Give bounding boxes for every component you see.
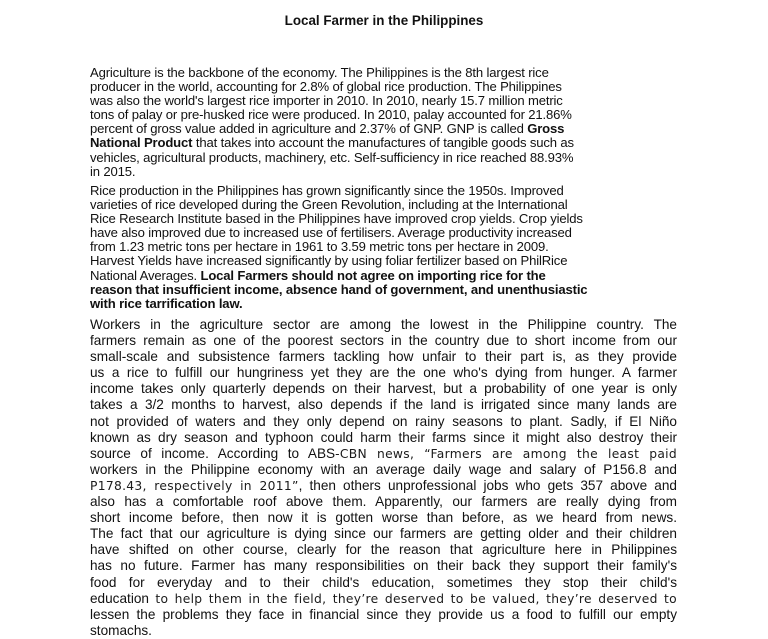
document-title: Local Farmer in the Philippines: [284, 13, 484, 28]
news-quote-end: P178.43, respectively in 2011”: [90, 478, 299, 493]
text-segment: source of income. According to ABS: [90, 445, 336, 461]
text-line: small-scale and subsistence farmers tackling how unfair to their part is, as they provide: [90, 349, 677, 365]
text-line: in 2015.: [90, 163, 136, 179]
text-line: [90, 478, 677, 494]
text-line: food for everyday and to their child's education, sometimes they stop their child's: [90, 574, 677, 590]
text-line: Harvest Yields have increased significantly by using foliar fertilizer based on PhilRice: [90, 253, 568, 269]
text-line: varieties of rice developed during the Green Revolution, including at the International: [90, 197, 568, 213]
text-line: vehicles, agricultural products, machinery, etc. Self-sufficiency in rice reached 88.93%: [90, 149, 574, 165]
text-line: have also improved due to increased use of fertilisers. Average productivity increased: [90, 225, 572, 241]
text-line: income takes only quarterly depends on their harvest, but a probability of one year is only: [90, 381, 677, 397]
text-line: was also the world's largest rice importer in 2010. In 2010, nearly 15.7 million metric: [90, 93, 563, 109]
text-line: Agriculture is the backbone of the economy. The Philippines is the 8th largest rice: [90, 65, 549, 80]
bold-statement-part2: reason that insufficient income, absence hand of government, and unenthusiastic: [90, 281, 588, 297]
paragraph-agriculture-economy: [90, 66, 677, 179]
text-line: tons of palay or pre-husked rice were produced. In 2010, palay accounted for 21.86%: [90, 107, 572, 123]
text-segment: National Averages.: [90, 267, 201, 283]
text-line: [90, 591, 677, 607]
text-line: Workers in the agriculture sector are among the lowest in the Philippine country. The: [90, 317, 677, 332]
text-line: workers in the Philippine economy with an average daily wage and salary of P156.8 and: [90, 461, 677, 477]
text-line: [90, 122, 677, 136]
text-line: [90, 136, 677, 150]
text-line: The fact that our agriculture is dying since our farmers are getting older and their children: [90, 526, 677, 542]
text-line: lessen the problems they face in financial since they provide us a food to fulfill our empty: [90, 606, 677, 622]
emphasis-segment: to help them in the field, they’re deserved to be valued, they’re deserved to: [148, 591, 677, 606]
text-line: known as dry season and typhoon could harm their farms since it might also destroy their: [90, 429, 677, 445]
text-line: stomachs.: [90, 622, 152, 638]
bold-statement-part1: Local Farmers should not agree on importing rice for the: [200, 267, 546, 283]
paragraph-farm-workers: [90, 317, 677, 639]
text-segment: education: [90, 590, 149, 606]
bold-term-part1: Gross: [527, 121, 565, 137]
text-line: [90, 269, 677, 283]
paragraph-rice-production: [90, 184, 677, 311]
text-line: has no future. Farmer has many responsibilities on their back they support their family's: [90, 558, 677, 574]
text-line: have shifted on other course, clearly for the reason that agriculture here in Philippines: [90, 542, 677, 558]
text-line: takes a 3/2 months to harvest, also depends if the land is irrigated since many lands are: [90, 397, 677, 413]
text-line: from 1.23 metric tons per hectare in 1961 to 3.59 metric tons per hectare in 2009.: [90, 239, 549, 255]
text-line: producer in the world, accounting for 2.8% of global rice production. The Philippines: [90, 79, 562, 95]
text-segment: , then others unprofessional jobs who gets 357 above and: [298, 477, 677, 493]
text-line: Rice Research Institute based in the Philippines have improved crop yields. Crop yields: [90, 211, 583, 227]
text-line: us a rice to fulfill our hungriness yet they are the one who's dying from hunger. A farmer: [90, 365, 677, 381]
text-line: Rice production in the Philippines has grown significantly since the 1950s. Improved: [90, 183, 564, 198]
text-segment: that takes into account the manufactures of tangible goods such as: [192, 135, 574, 151]
bold-term-part2: National Product: [90, 135, 193, 151]
text-line: short income before, then now it is gotten worse than before, as we heard from news.: [90, 510, 677, 526]
text-line: [90, 446, 677, 462]
news-quote-start: -CBN news, “Farmers are among the least paid: [335, 446, 677, 461]
bold-statement-part3: with rice tarrification law.: [90, 295, 243, 311]
text-line: also has a comfortable roof above them. Apparently, our farmers are really dying from: [90, 494, 677, 510]
text-segment: percent of gross value added in agriculture and 2.37% of GNP. GNP is called: [90, 121, 528, 137]
text-line: not provided of waters and they only depend on rainy seasons to plant. Sadly, if El Niño: [90, 413, 677, 429]
text-line: farmers remain as one of the poorest sectors in the country due to short income from our: [90, 333, 677, 349]
